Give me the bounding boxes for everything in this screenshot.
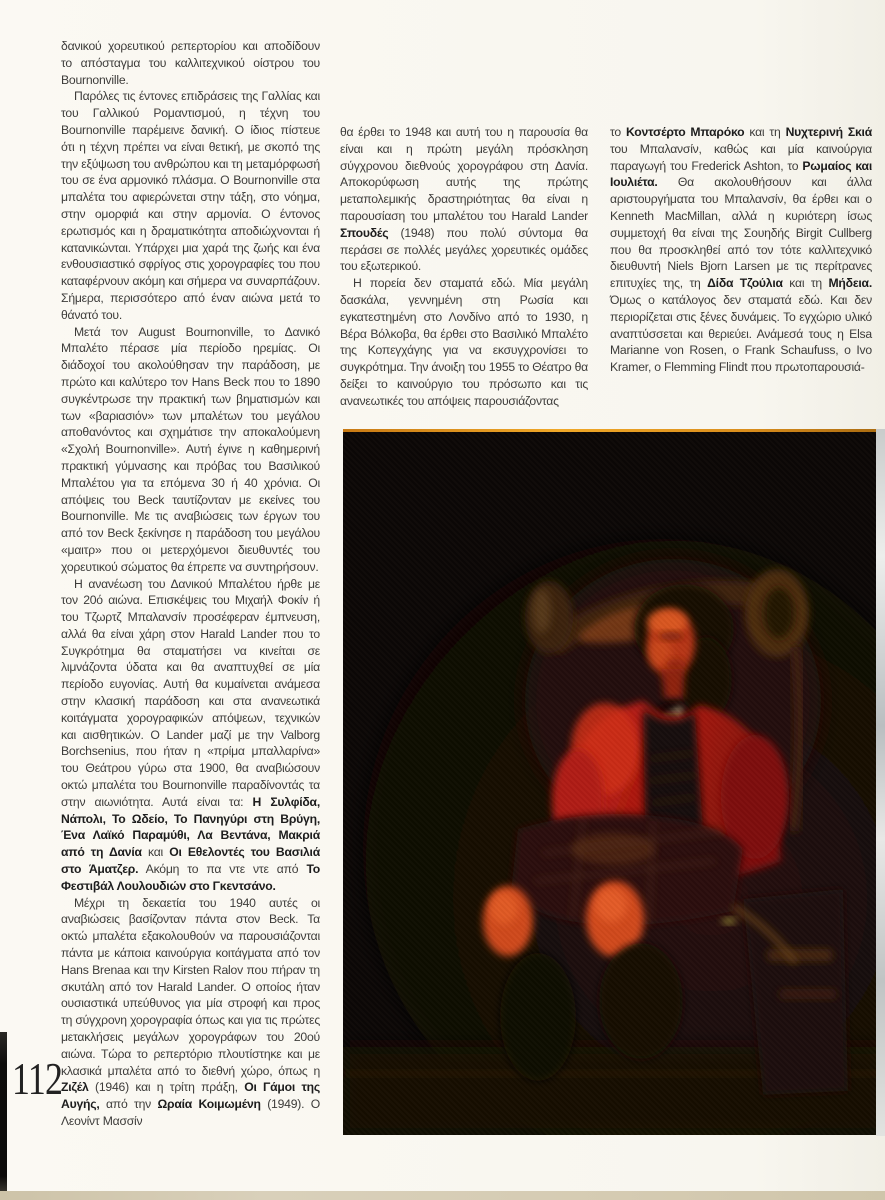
dark-lower-leg	[599, 943, 683, 1059]
paragraph: Μετά τον August Bournonville, το Δανικό Μπαλέτο πέρασε μία περίοδο ηρεμίας. Οι διάδοχοί του ακολούθησαν την παράδοση, με πρώτο και καλύτερο τον Hans Beck που το 1890 συγκέντρωσε την πρακτική των βηματισμών και των «βαριασιόν» των μπαλέτων του μεγάλου αποθανόντος και σχημάτισε την αποκαλούμενη «Σχολή Bournonville». Αυτή έγινε η καθημερινή πρακτική γύμνασης και πρόβας του Βασιλικού Μπαλέτου για τα επόμενα 30 ή 40 χρόνια. Οι απόψεις του Beck ταυτίζονταν με εκείνες του Bournonville. Με τις αναβιώσεις των έργων του από τον Beck ξεκίνησε η παράδοση του μεγάλου «μαιτρ» που οι μετερχόμενοι διευθυντές του χορευτικού σώματος θα έπρεπε να συντηρήσουν.	[61, 324, 320, 574]
text-column-right	[610, 124, 872, 376]
paragraph: Παρόλες τις έντονες επιδράσεις της Γαλλίας και του Γαλλικού Ρομαντισμού, η τέχνη του Bournonville παρέμεινε δανική. Ο ίδιος πίστευε ότι η τέχνη πρέπει να είναι θετική, με σκοπό της την εξύψωση του ανθρώπου και τη μεταμόρφωσή του σε ένα αρμονικό πλάσμα. Ο Bournonville στα μπαλέτα του αφιερώνεται στην τάξη, στο νόημα, στην ομορφιά και στην αρμονία. Ο έντονος ερωτισμός και η δραματικότητα αποδιώχνονται ή κατανικώνται. Υπάρχει μια χαρά της ζωής και ένα ενθουσιαστικό σφρίγος στις χορογραφίες του που καταφέρνουν ακόμη και σήμερα να συναρπάζουν. Σήμερα, περισσότερο από έναν αιώνα μετά το θάνατό του.	[61, 89, 320, 322]
photo-top-accent-line	[343, 429, 885, 432]
page-edge-left-shadow	[0, 1032, 7, 1192]
dark-lower-leg	[500, 953, 576, 1081]
stage-photo-illustration	[343, 429, 885, 1135]
paragraph: δανικού χορευτικού ρεπερτορίου και αποδίδουν το απόσταγμα του καλλιτεχνικού οίστρου του Bournonville.	[61, 39, 320, 87]
paragraph: Η ανανέωση του Δανικού Μπαλέτου ήρθε με τον 20ό αιώνα. Επισκέψεις του Μιχαήλ Φοκίν ή του Τζωρτζ Μπαλανσίν προσέφεραν έμπνευση, αλλά θα είναι χάρη στον Harald Lander που το Συγκρότημα θα σταματήσει να κινείται σε λιμνάζοντα ύδατα και θα αναπτυχθεί σε μία περίοδο ευγονίας. Αυτή θα κυμαίνεται ανάμεσα στην κλασική παράδοση και στα ανανεωτικά κοιτάγματα χορογραφικών απόψεων, τεχνικών και αισθητικών. Ο Lander μαζί με την Valborg Borchsenius, που ήταν η «πρίμα μπαλλαρίνα» του Θεάτρου γύρω στα 1900, θα αναβιώσουν οκτώ μπαλέτα του Bournonville παραδίνοντάς τα στην αιωνιότητα. Αυτά είναι τα: Η Συλφίδα, Νάπολι, Το Ωδείο, Το Πανηγύρι στη Βρύγη, Ένα Λαϊκό Παραμύθι, Λα Βεντάνα, Μακριά από τη Δανία και Οι Εθελοντές του Βασιλιά στο Άματζερ. Ακόμη το πα ντε ντε από Το Φεστιβάλ Λουλουδιών στο Γκεντσάνο.	[61, 576, 320, 893]
page-number: 112	[12, 1053, 63, 1104]
paragraph: Η πορεία δεν σταματά εδώ. Μία μεγάλη δασκάλα, γεννημένη στη Ρωσία και εγκατεστημένη στο Λονδίνο από το 1930, η Βέρα Βόλκοβα, θα έρθει στο Βασιλικό Μπαλέτο της Κοπεγχάγης για να εκσυγχρονίσει το συγκρότημα. Την άνοιξη του 1955 το Θέατρο θα δείξει το καινούργιο του πρόσωπο και τις ανανεωτικές του απόψεις παρουσιάζοντας	[340, 276, 588, 408]
text-column-middle	[340, 124, 588, 410]
paragraph: Μέχρι τη δεκαετία του 1940 αυτές οι αναβιώσεις βασίζονταν πάντα στον Beck. Τα οκτώ μπαλέτα εξακολουθούν να παρουσιάζονται πάντα με κάποια καινούργια κοιτάγματα από τον Hans Brenaa και την Kirsten Ralov που πήραν τη σκυτάλη από τον Harald Lander. Ο οποίος ήταν ουσιαστικά υπεύθυνος για μία στροφή και προς τη σύγχρονη χορογραφία όπως και για τις πρώτες μετακλήσεις μεγάλων χορογράφων του 20ού αιώνα. Τώρα το ρεπερτόριο πλουτίστηκε και με κλασικά μπαλέτα από το διεθνή χώρο, όπως η Ζιζέλ (1946) και η τρίτη πράξη, Οι Γάμοι της Αυγής, από την Ωραία Κοιμωμένη (1949). Ο Λεονίντ Μασσίν	[61, 895, 321, 1128]
paragraph: το Κοντσέρτο Μπαρόκο και τη Νυχτερινή Σκιά του Μπαλανσίν, καθώς και μία καινούργια παραγωγή του Frederick Ashton, το Ρωμαίος και Ιουλιέτα. Θα ακολουθήσουν και άλλα αριστουργήματα του Μπαλανσίν, θα έρθει και ο Kenneth MacMillan, αλλά η κυριότερη ίσως συμμετοχή θα είναι της Σουηδής Birgit Cullberg που θα προσκληθεί από τον τότε καλλιτεχνικό διευθυντή Niels Bjorn Larsen με τις περίτρανες επιτυχίες της, τη Δίδα Τζούλια και τη Μήδεια. Όμως ο κατάλογος δεν σταματά εδώ. Και δεν περιορίζεται στις ξένες δυνάμεις. Το εγχώριο υλικό αναπτύσσεται και θεριεύει. Ανάμεσά τους η Elsa Marianne von Rosen, ο Frank Schaufuss, ο Ivo Kramer, ο Flemming Flindt που πρωτοπαρουσιά-	[610, 125, 872, 375]
page-edge-bottom	[0, 1191, 885, 1200]
text-column-left	[61, 38, 320, 1130]
stage-photo	[343, 429, 885, 1135]
paragraph: θα έρθει το 1948 και αυτή του η παρουσία θα είναι και η πρώτη μεγάλη πρόσκληση σύγχρονου διεθνούς χορογράφου στη Δανία. Αποκορύφωση αυτής της πρώτης μεταπολεμικής δραστηριότητας θα είναι η παρουσίαση του μπαλέτου του Harald Lander Σπουδές (1948) που πολύ σύντομα θα περάσει σε πολλές μεγάλες χορευτικές ομάδες του εξωτερικού.	[340, 125, 588, 274]
page-edge-right	[876, 429, 885, 1136]
dancer-neck	[661, 669, 685, 699]
